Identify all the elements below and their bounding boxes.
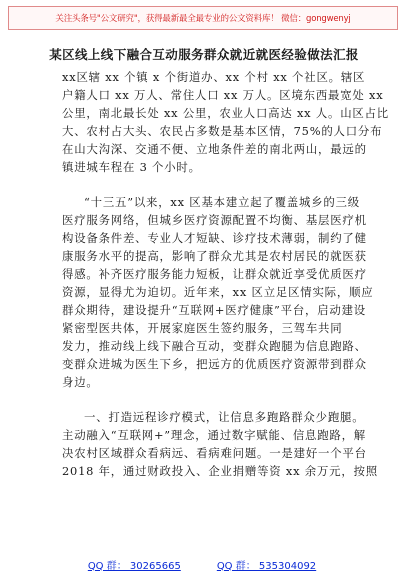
body-line: 变群众进城为医生下乡，把远方的优质医疗资源带到群众	[62, 357, 367, 371]
body-line: 医疗服务网络，但城乡医疗资源配置不均衡、基层医疗机	[62, 213, 367, 227]
section-heading: 一、打造远程诊疗模式，让信息多跑路群众少跑腿。	[84, 410, 365, 424]
qq-group-link[interactable]: QQ 群： 30265665	[87, 560, 181, 572]
body-line: 主动融入“互联网+”理念，通过数字赋能、信息跑路，解	[62, 428, 366, 442]
body-line: 构设备条件差、专业人才短缺、诊疗技术薄弱，制约了健	[62, 231, 367, 245]
body-line: 大、农村占大头、农民占多数是基本区情，75%的人口分布	[62, 124, 383, 138]
body-line: 镇进城车程在 3 个小时。	[62, 160, 201, 174]
body-line: 公里，南北最长处 xx 公里，农业人口高达 xx 人。山区占比	[62, 106, 389, 120]
body-line: 在山大沟深、交通不便、立地条件差的南北两山，最远的	[62, 142, 367, 156]
body-line: 康服务水平的提高，影响了群众尤其是农村居民的就医获	[62, 249, 367, 263]
body-line: 群众期待，建设提升“互联网+医疗健康”平台，启动建设	[62, 303, 366, 317]
body-line: 资源，显得尤为迫切。近年来，xx 区立足区情实际，顺应	[62, 285, 374, 299]
page-title: 某区线上线下融合互动服务群众就近就医经验做法汇报	[49, 47, 359, 62]
body-line: xx区辖 xx 个镇 x 个街道办、xx 个村 xx 个社区。辖区	[62, 70, 366, 84]
footer-contact-bar	[8, 554, 396, 574]
body-line: 得感。补齐医疗服务能力短板，让群众就近享受优质医疗	[62, 267, 367, 281]
promo-banner	[8, 6, 398, 30]
body-line: 发力，推动线上线下融合互动，变群众跑腿为信息跑路、	[62, 339, 367, 353]
body-line: 户籍人口 xx 万人、常住人口 xx 万人。区境东西最宽处 xx	[62, 88, 384, 102]
body-line: 紧密型医共体，开展家庭医生签约服务，三驾车共同	[62, 321, 343, 335]
body-line: 决农村区域群众看病远、看病难问题。一是建好一个平台	[62, 446, 367, 460]
body-line: 2018 年，通过财政投入、企业捐赠等资 xx 余万元，按照	[62, 464, 378, 478]
qq-group-link[interactable]: QQ 群： 535304092	[216, 560, 317, 572]
body-line: 身边。	[62, 375, 99, 389]
promo-banner-text: 关注头条号"公文研究"，获得最新最全最专业的公文资料库！ 微信：gongwenyj	[55, 14, 351, 24]
body-line: “十三五”以来，xx 区基本建立起了覆盖城乡的三级	[84, 195, 360, 209]
